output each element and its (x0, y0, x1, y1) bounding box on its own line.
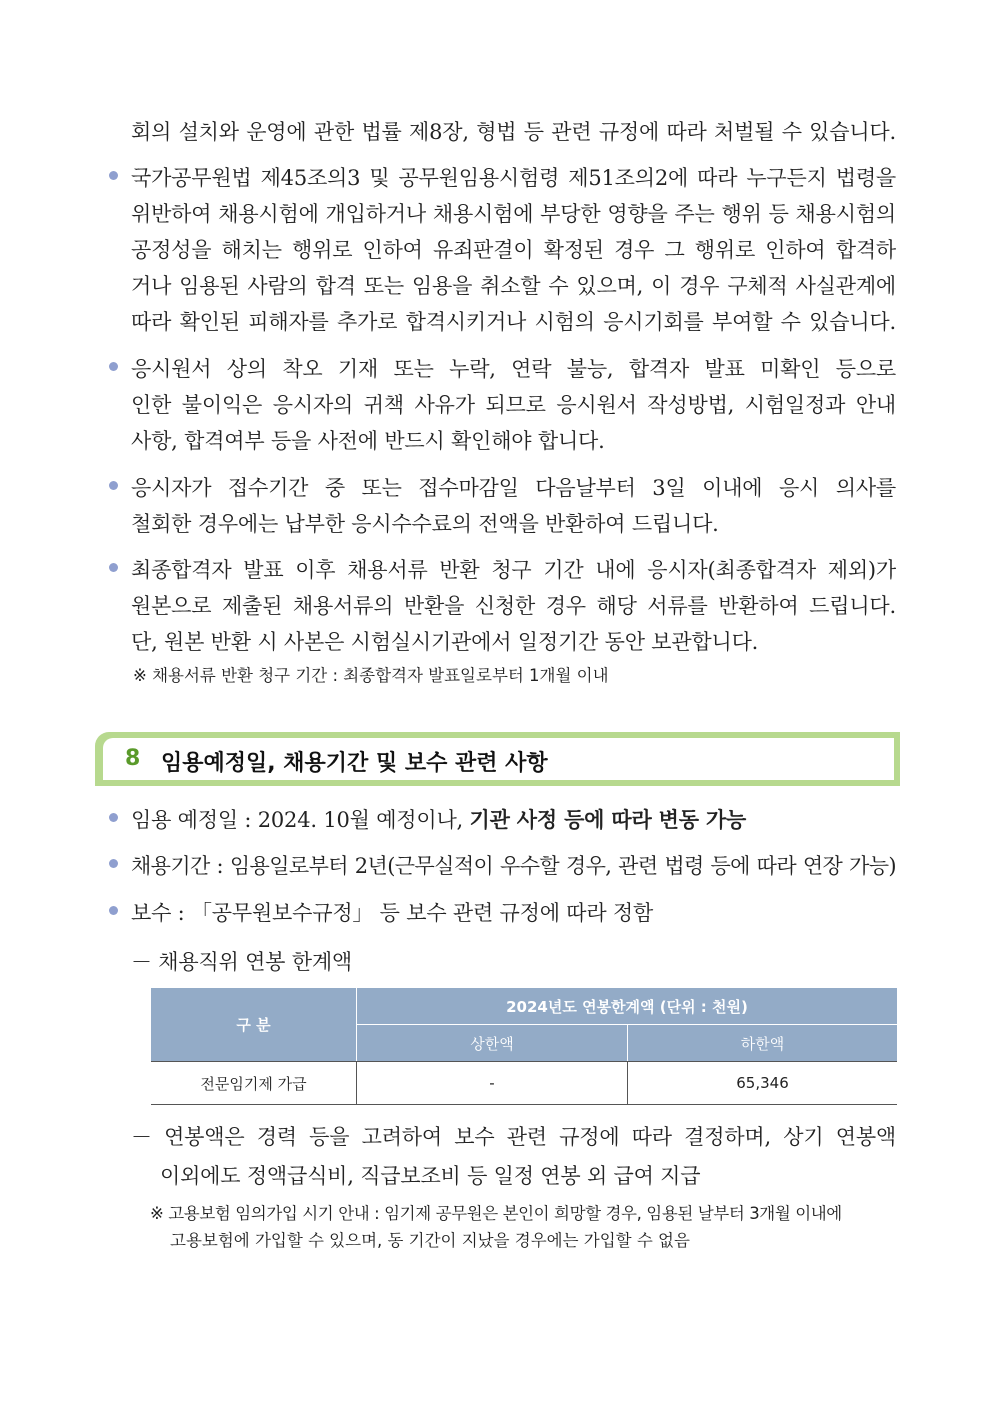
bullet-dot (109, 481, 118, 490)
employment-period-line: 채용기간 : 임용일로부터 2년(근무실적이 우수할 경우, 관련 법령 등에 따라 연장 가능) (131, 854, 896, 878)
continued-text-line: 회의 설치와 운영에 관한 법률 제8장, 형법 등 관련 규정에 따라 처벌될 수 있습니다. (131, 120, 896, 144)
bullet2-line2: 인한 불이익은 응시자의 귀책 사유가 되므로 응시원서 작성방법, 시험일정과 안내 (131, 393, 896, 417)
bullet-dot (109, 563, 118, 572)
salary-note-line2: 이외에도 정액급식비, 직급보조비 등 일정 연봉 외 급여 지급 (160, 1164, 701, 1188)
bullet4-note: ※ 채용서류 반환 청구 기간 : 최종합격자 발표일로부터 1개월 이내 (133, 666, 609, 685)
salary-limit-heading: － 채용직위 연봉 한계액 (131, 950, 352, 974)
table-header-upper: 상한액 (357, 1025, 628, 1062)
pay-line: 보수 : 「공무원보수규정」 등 보수 관련 규정에 따라 정함 (131, 901, 654, 925)
table-cell-label: 전문임기제 가급 (151, 1062, 357, 1105)
bullet1-line3: 공정성을 해치는 행위로 인하여 유죄판결이 확정된 경우 그 행위로 인하여 합격하 (131, 238, 896, 262)
appointment-date-emphasis: 기관 사정 등에 따라 변동 가능 (469, 808, 747, 832)
bullet-dot (109, 362, 118, 371)
bullet-dot (109, 906, 118, 915)
section-title: 임용예정일, 채용기간 및 보수 관련 사항 (161, 751, 548, 776)
bullet2-line1: 응시원서 상의 착오 기재 또는 누락, 연락 불능, 합격자 발표 미확인 등으로 (131, 357, 896, 381)
appointment-date-text: 임용 예정일 : 2024. 10월 예정이나, (131, 808, 470, 832)
section-header-inner (103, 738, 894, 780)
salary-note-line1: － 연봉액은 경력 등을 고려하여 보수 관련 규정에 따라 결정하며, 상기 연봉액 (131, 1125, 896, 1149)
section-header (95, 732, 900, 786)
table-cell-upper: - (357, 1062, 628, 1105)
bullet2-line3: 사항, 합격여부 등을 사전에 반드시 확인해야 합니다. (131, 429, 605, 453)
bullet-dot (109, 859, 118, 868)
bullet-dot (109, 171, 118, 180)
bullet4-line1: 최종합격자 발표 이후 채용서류 반환 청구 기간 내에 응시자(최종합격자 제외)가 (131, 558, 896, 582)
insurance-note-line2: 고용보험에 가입할 수 있으며, 동 기간이 지났을 경우에는 가입할 수 없음 (170, 1231, 690, 1250)
table-cell-lower: 65,346 (628, 1062, 898, 1105)
table-header-main: 2024년도 연봉한계액 (단위 : 천원) (357, 988, 898, 1025)
bullet1-line5: 따라 확인된 피해자를 추가로 합격시키거나 시험의 응시기회를 부여할 수 있습니다. (131, 310, 896, 334)
appointment-date-line (131, 804, 746, 834)
bullet1-line1: 국가공무원법 제45조의3 및 공무원임용시험령 제51조의2에 따라 누구든지 법령을 (131, 166, 896, 190)
bullet4-line3: 단, 원본 반환 시 사본은 시험실시기관에서 일정기간 동안 보관합니다. (131, 630, 759, 654)
table-header-category: 구 분 (151, 988, 357, 1062)
section-number: 8 (125, 746, 141, 771)
table-row (151, 1062, 897, 1105)
bullet3-line1: 응시자가 접수기간 중 또는 접수마감일 다음날부터 3일 이내에 응시 의사를 (131, 476, 896, 500)
bullet1-line4: 거나 임용된 사람의 합격 또는 임용을 취소할 수 있으며, 이 경우 구체적 사실관계에 (131, 274, 896, 298)
table-header-lower: 하한액 (628, 1025, 898, 1062)
bullet1-line2: 위반하여 채용시험에 개입하거나 채용시험에 부당한 영향을 주는 행위 등 채용시험의 (131, 202, 896, 226)
bullet-dot (109, 813, 118, 822)
insurance-note-line1: ※ 고용보험 임의가입 시기 안내 : 임기제 공무원은 본인이 희망할 경우, 임용된 날부터 3개월 이내에 (150, 1204, 842, 1223)
bullet4-line2: 원본으로 제출된 채용서류의 반환을 신청한 경우 해당 서류를 반환하여 드립니다. (131, 594, 896, 618)
bullet3-line2: 철회한 경우에는 납부한 응시수수료의 전액을 반환하여 드립니다. (131, 512, 719, 536)
salary-table (151, 988, 897, 1105)
